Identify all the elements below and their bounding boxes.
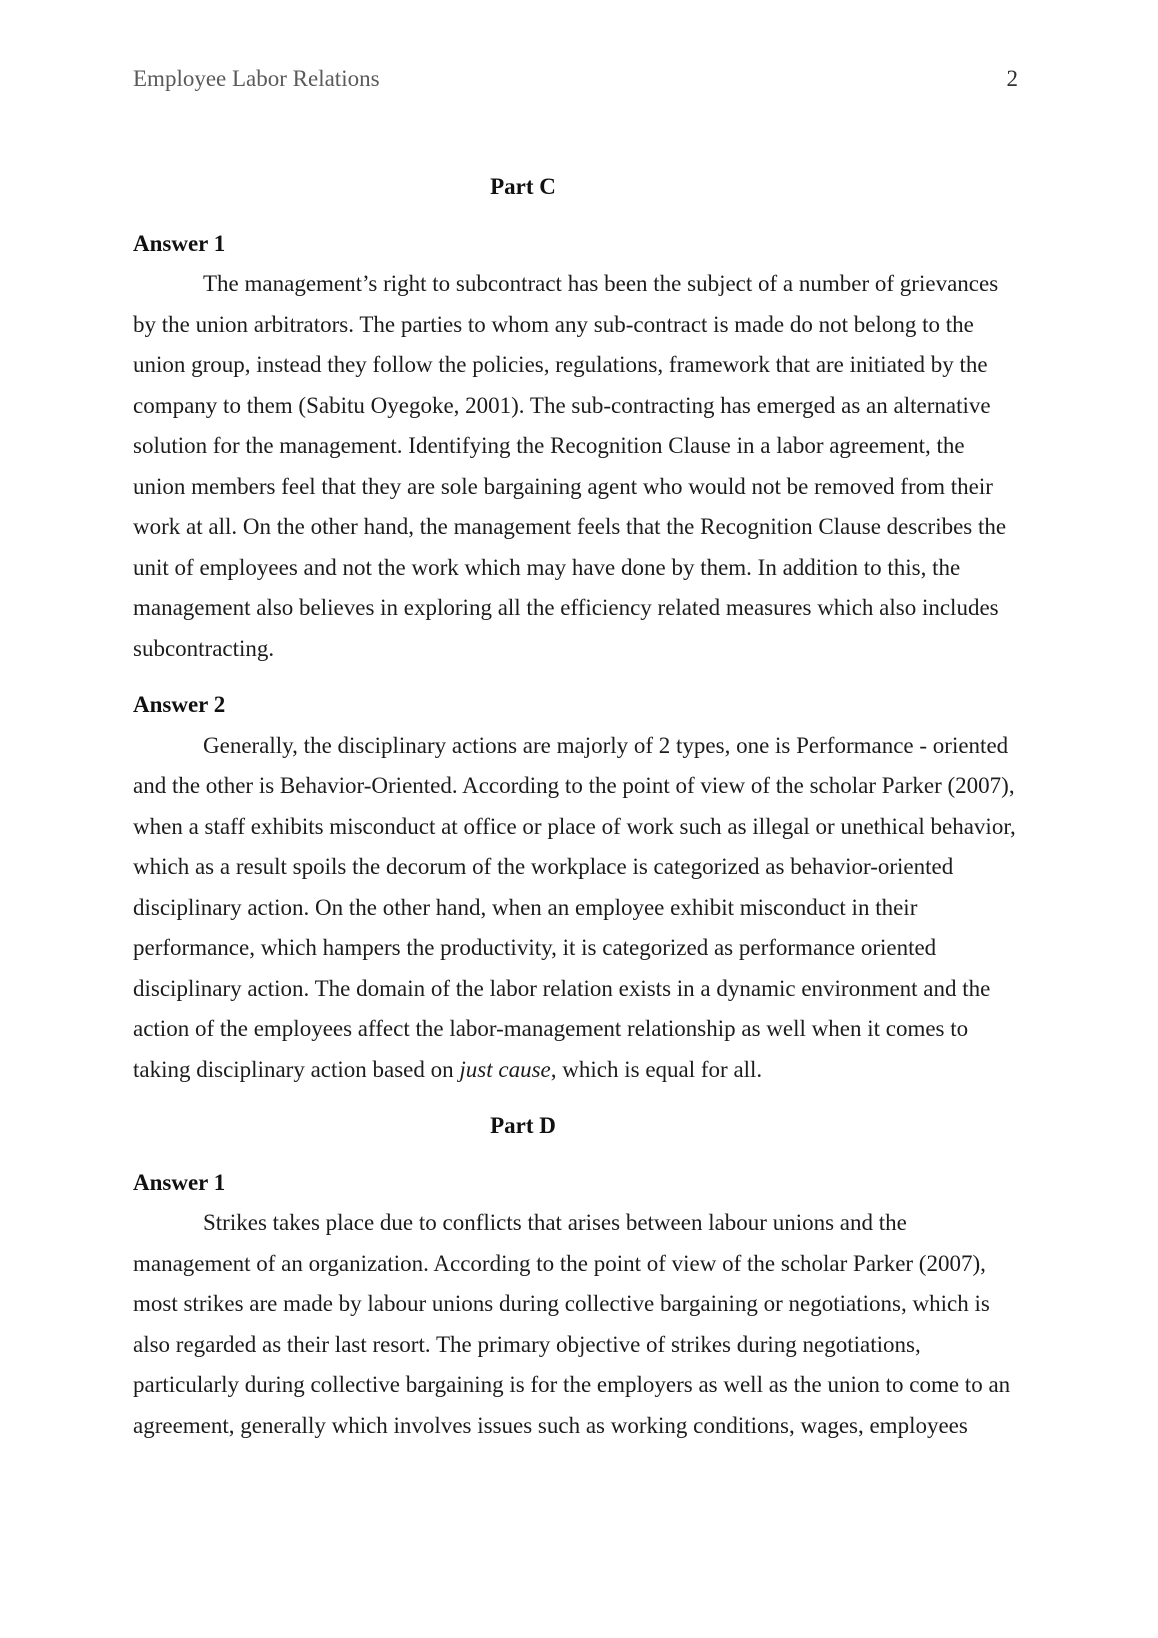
just-cause-italic-phrase: just cause: [459, 1056, 551, 1082]
part-d-heading: Part D: [490, 1113, 556, 1138]
part-c-answer-1-label: Answer 1: [133, 230, 226, 256]
answer-2-text-after-italic: , which is equal for all.: [550, 1056, 763, 1082]
answer-2-text-before-italic: Generally, the disciplinary actions are majorly of 2 types, one is Performance - oriented and the other is Behavior-Oriented. According to the point of view of the scholar Parker (2007), when a staff exhibits misconduct at office or place of work such as illegal or unethical behavior, which as a result spoils the decorum of the workplace is categorized as behavior-oriented disciplinary action. On the other hand, when an employee exhibit misconduct in their performance, which hampers the productivity, it is categorized as performance oriented disciplinary action. The domain of the labor relation exists in a dynamic environment and the action of the employees affect the labor-management relationship as well when it comes to taking disciplinary action based on: [133, 732, 1016, 1082]
running-header: [133, 0, 1018, 94]
page-number: 2: [1006, 66, 1018, 91]
part-c-answer-1-paragraph: The management’s right to subcontract has been the subject of a number of grievances by the union arbitrators. The parties to whom any sub-contract is made do not belong to the union group, instead they follow the policies, regulations, framework that are initiated by the company to them (Sabitu Oyegoke, 2001). The sub-contracting has emerged as an alternative solution for the management. Identifying the Recognition Clause in a labor agreement, the union members feel that they are sole bargaining agent who would not be removed from their work at all. On the other hand, the management feels that the Recognition Clause describes the unit of employees and not the work which may have done by them. In addition to this, the management also believes in exploring all the efficiency related measures which also includes subcontracting.: [133, 271, 1007, 661]
part-c-answer-2-paragraph: [133, 726, 1018, 1091]
part-c-answer-2-label: Answer 2: [133, 692, 226, 717]
part-c-heading: Part C: [490, 174, 556, 199]
part-d-answer-1-label: Answer 1: [133, 1169, 226, 1195]
part-d-answer-1-paragraph: Strikes takes place due to conflicts that arises between labour unions and the management of an organization. According to the point of view of the scholar Parker (2007), most strikes are made by labour unions during collective bargaining or negotiations, which is also regarded as their last resort. The primary objective of strikes during negotiations, particularly during collective bargaining is for the employers as well as the union to come to an agreement, generally which involves issues such as working conditions, wages, employees: [133, 1210, 1011, 1438]
running-title: Employee Labor Relations: [133, 66, 380, 91]
